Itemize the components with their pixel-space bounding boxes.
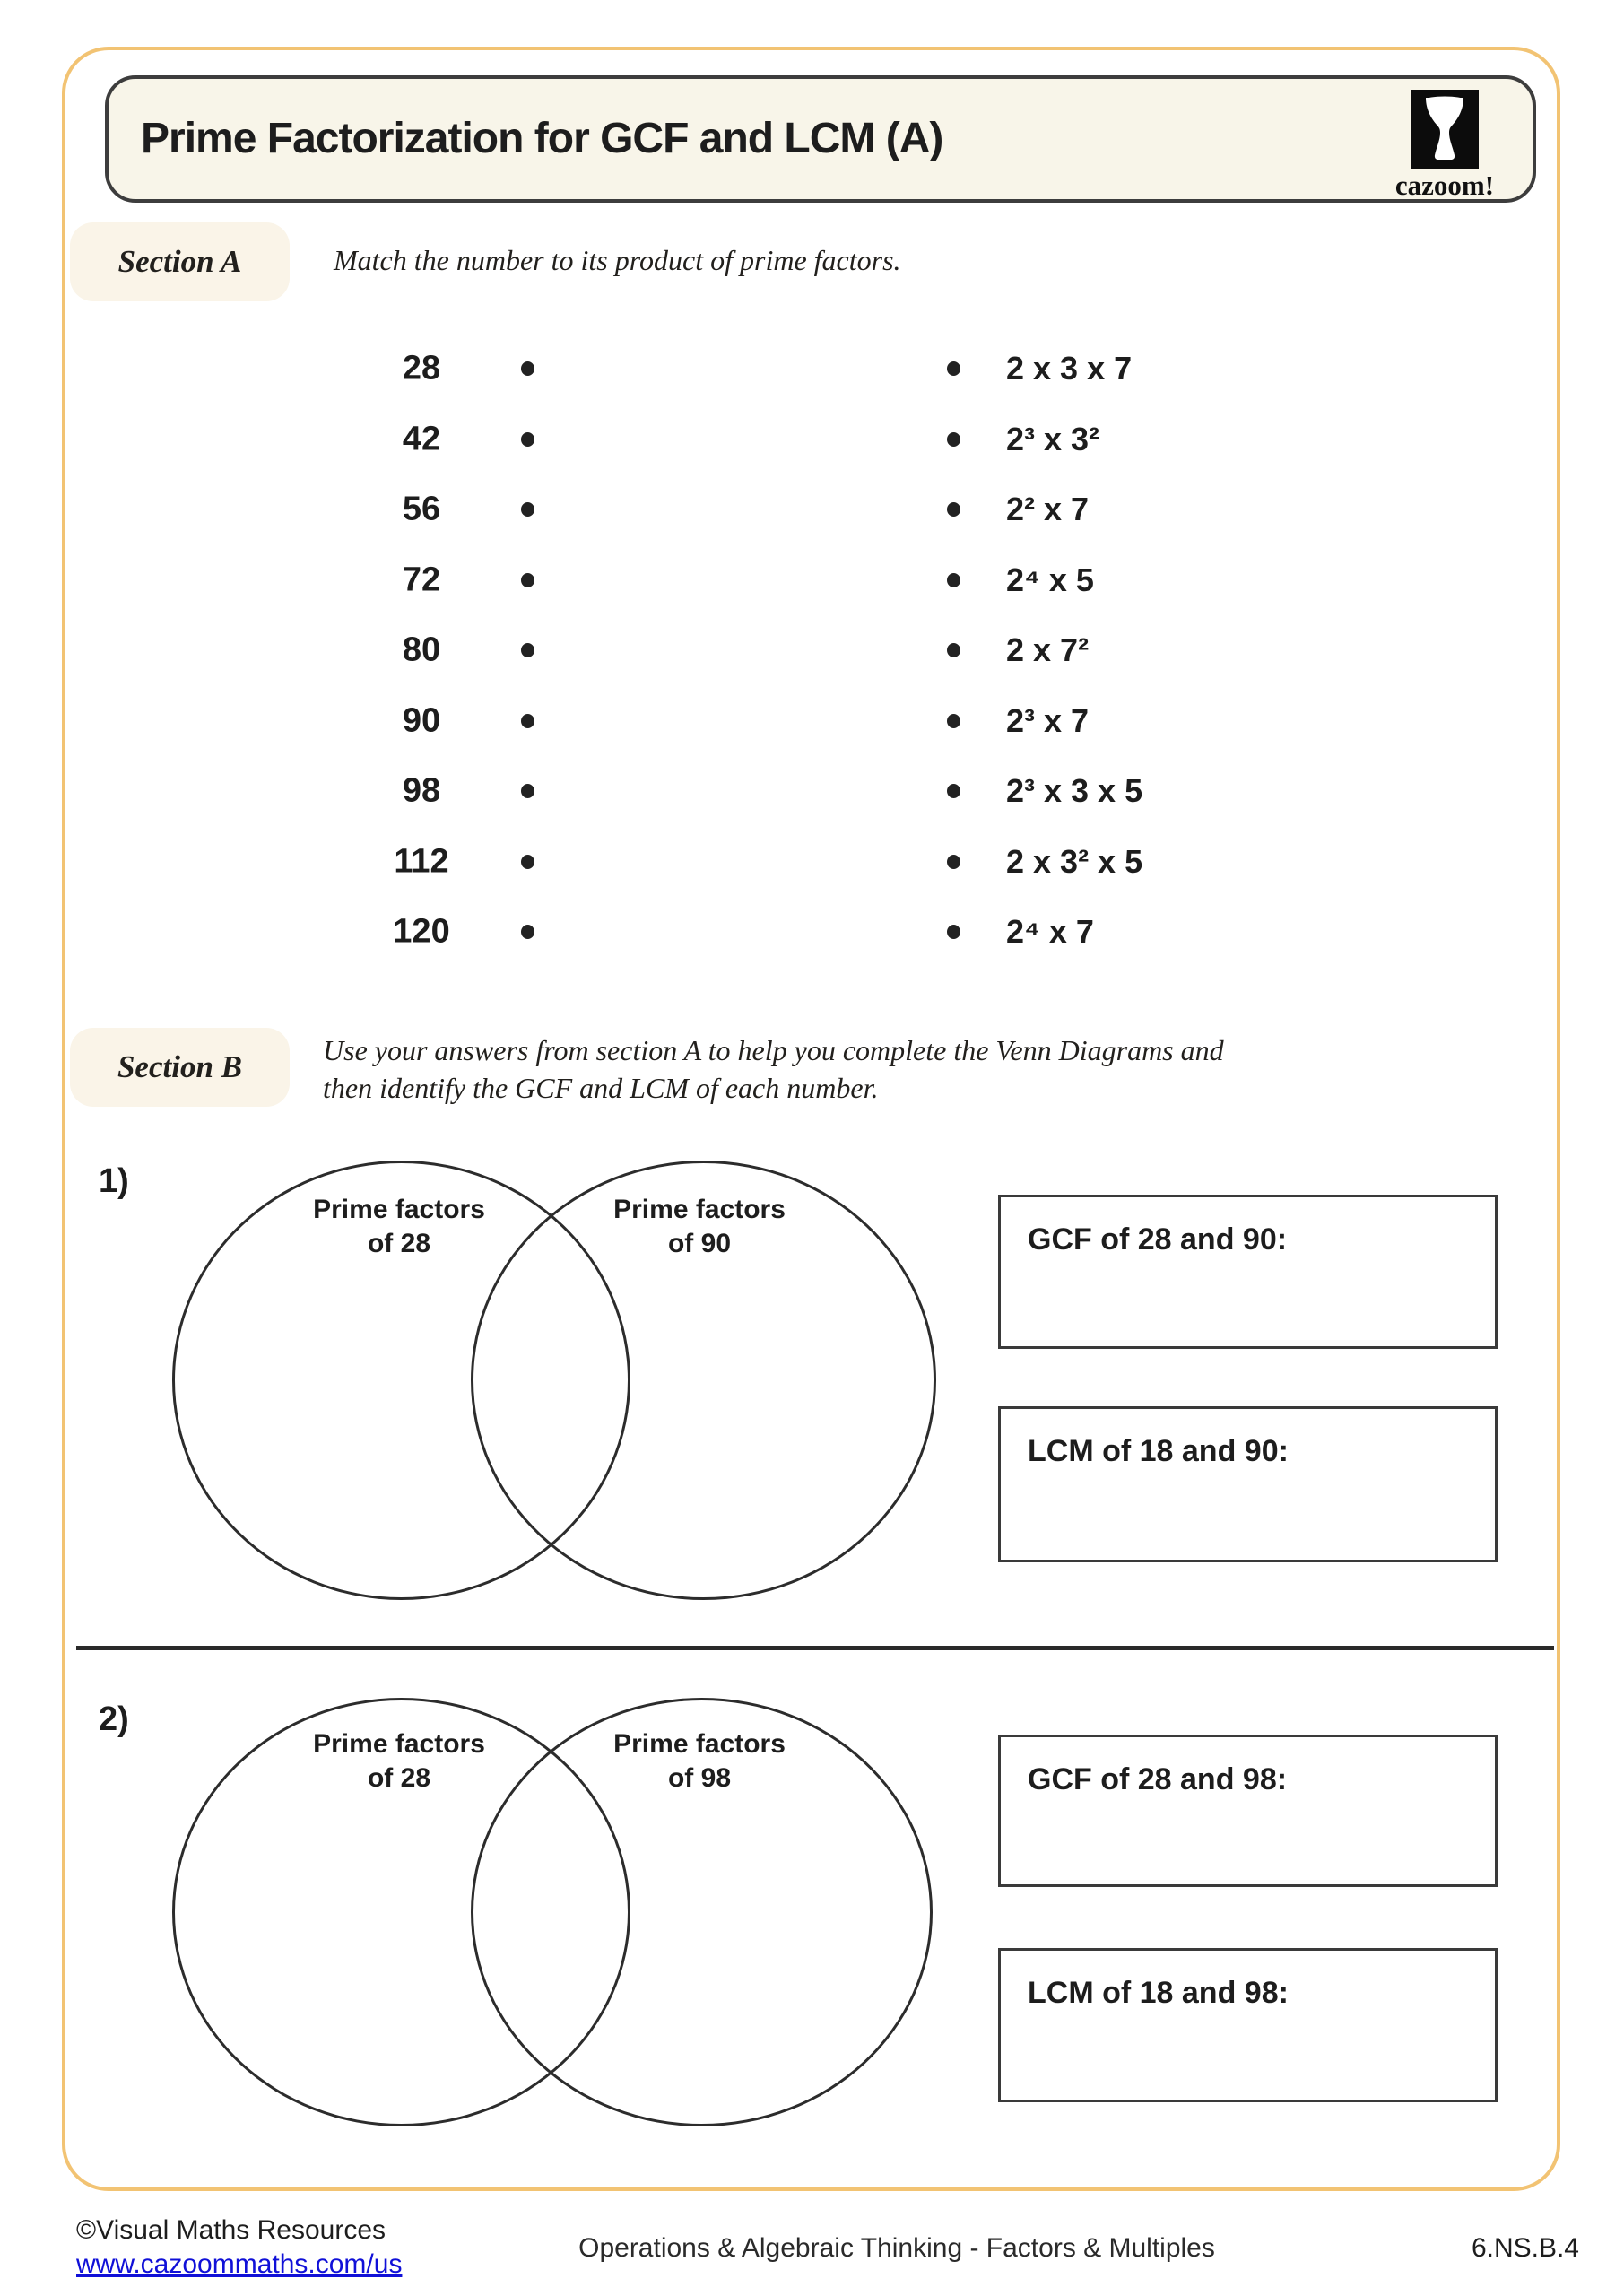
section-a-instruction: Match the number to its product of prime factors.	[334, 244, 901, 276]
bullet-dot-icon	[947, 925, 960, 939]
match-number: 56	[402, 490, 441, 527]
bullet-dot-icon	[947, 432, 960, 447]
match-factorization: 2³ x 3 x 5	[1006, 771, 1143, 809]
bullet-dot-icon	[947, 643, 960, 657]
lcm-box-label: LCM of 18 and 98:	[1028, 1976, 1289, 2010]
section-a-label: Section A	[70, 222, 290, 301]
match-factorization: 2³ x 3²	[1006, 420, 1100, 457]
venn-label-line: of 28	[367, 1229, 431, 1258]
venn-label-right-1	[551, 1193, 847, 1261]
bullet-dot-icon	[521, 432, 534, 447]
instruction-line: then identify the GCF and LCM of each number.	[323, 1072, 879, 1104]
bullet-dot-icon	[947, 784, 960, 798]
match-number: 28	[402, 349, 441, 387]
venn-label-line: Prime factors	[313, 1729, 485, 1759]
venn-label-left-2	[251, 1727, 547, 1796]
venn-label-left-1	[251, 1193, 547, 1261]
match-factorization: 2⁴ x 7	[1006, 912, 1094, 950]
venn-label-right-2	[551, 1727, 847, 1796]
bullet-dot-icon	[947, 502, 960, 517]
footer-copyright: ©Visual Maths Resources	[76, 2215, 386, 2245]
bullet-dot-icon	[521, 502, 534, 517]
gcf-box-label: GCF of 28 and 90:	[1028, 1222, 1288, 1257]
match-row	[0, 404, 1624, 474]
bullet-dot-icon	[521, 361, 534, 376]
match-factorization: 2 x 3 x 7	[1006, 349, 1133, 387]
section-divider	[76, 1646, 1554, 1650]
match-row	[0, 333, 1624, 404]
match-number: 112	[394, 842, 449, 880]
venn-label-line: of 90	[667, 1229, 732, 1258]
page-title: Prime Factorization for GCF and LCM (A)	[141, 115, 943, 162]
cazoom-logo	[1382, 90, 1507, 202]
section-b-label: Section B	[70, 1028, 290, 1107]
gcf-answer-box-2[interactable]	[998, 1735, 1498, 1887]
venn-label-line: of 98	[667, 1763, 732, 1793]
match-number: 120	[393, 912, 450, 950]
bullet-dot-icon	[521, 784, 534, 798]
lcm-answer-box-1[interactable]	[998, 1406, 1498, 1562]
match-factorization: 2² x 7	[1006, 490, 1090, 527]
bullet-dot-icon	[947, 714, 960, 728]
venn-label-line: Prime factors	[613, 1729, 786, 1759]
djembe-drum-icon	[1411, 90, 1479, 169]
match-number: 98	[402, 771, 441, 809]
match-row	[0, 685, 1624, 756]
match-row	[0, 826, 1624, 897]
venn-label-line: Prime factors	[613, 1195, 786, 1224]
section-b-instruction	[323, 1031, 1224, 1107]
cazoom-logo-text: cazoom!	[1394, 170, 1495, 201]
bullet-dot-icon	[521, 573, 534, 587]
bullet-dot-icon	[521, 855, 534, 869]
match-row	[0, 474, 1624, 544]
match-factorization: 2³ x 7	[1006, 701, 1090, 739]
problem-2-number: 2)	[99, 1700, 129, 1738]
match-row	[0, 614, 1624, 685]
match-number: 72	[402, 561, 441, 598]
match-factorization: 2 x 3² x 5	[1006, 842, 1143, 880]
match-number: 42	[402, 420, 441, 457]
match-number: 80	[402, 631, 441, 668]
footer-standard-code: 6.NS.B.4	[1471, 2233, 1579, 2263]
venn-label-line: Prime factors	[313, 1195, 485, 1224]
match-row	[0, 896, 1624, 967]
match-factorization: 2⁴ x 5	[1006, 561, 1094, 598]
footer-website-link[interactable]: www.cazoommaths.com/us	[76, 2249, 403, 2279]
match-row	[0, 755, 1624, 826]
bullet-dot-icon	[947, 361, 960, 376]
lcm-box-label: LCM of 18 and 90:	[1028, 1434, 1289, 1468]
gcf-answer-box-1[interactable]	[998, 1195, 1498, 1349]
bullet-dot-icon	[521, 925, 534, 939]
bullet-dot-icon	[947, 573, 960, 587]
instruction-line: Use your answers from section A to help you complete the Venn Diagrams and	[323, 1034, 1224, 1066]
bullet-dot-icon	[947, 855, 960, 869]
venn-label-line: of 28	[367, 1763, 431, 1793]
match-row	[0, 544, 1624, 615]
footer-category: Operations & Algebraic Thinking - Factors & Multiples	[578, 2233, 1215, 2263]
match-factorization: 2 x 7²	[1006, 631, 1090, 668]
problem-1-number: 1)	[99, 1162, 129, 1200]
lcm-answer-box-2[interactable]	[998, 1948, 1498, 2102]
worksheet-header	[105, 75, 1536, 203]
bullet-dot-icon	[521, 643, 534, 657]
match-number: 90	[402, 701, 441, 739]
bullet-dot-icon	[521, 714, 534, 728]
gcf-box-label: GCF of 28 and 98:	[1028, 1762, 1288, 1796]
